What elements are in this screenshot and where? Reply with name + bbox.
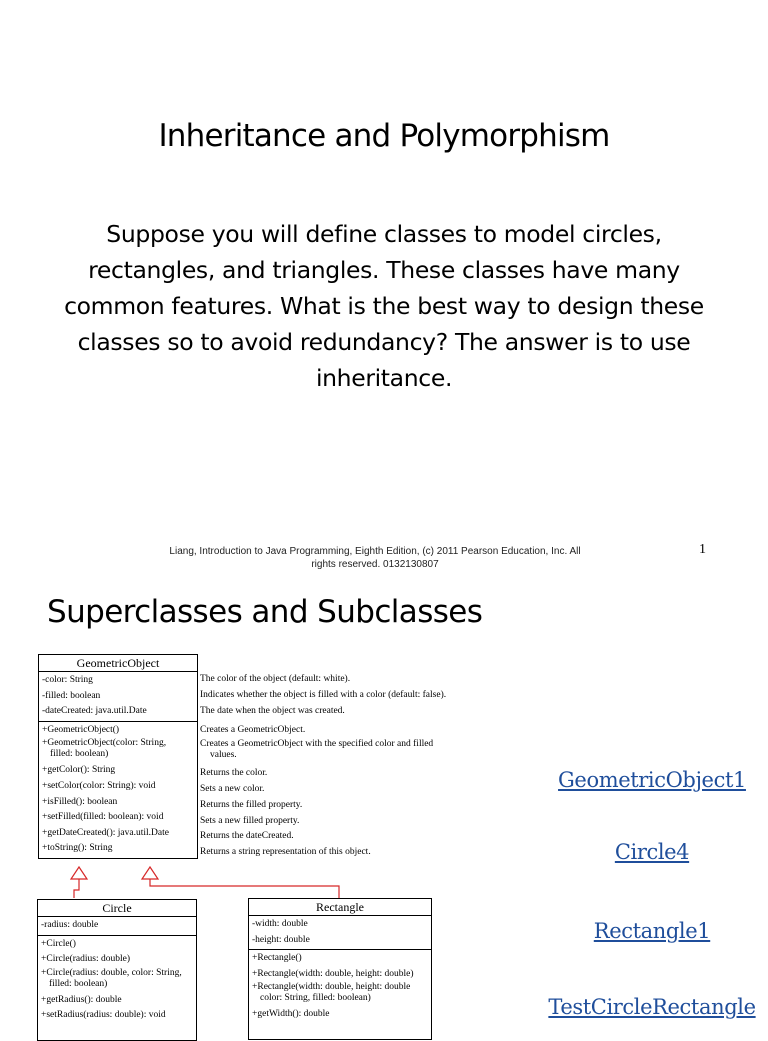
fields-section xyxy=(39,672,197,722)
class-name: Rectangle xyxy=(249,899,431,916)
method xyxy=(252,982,428,1007)
method: +Rectangle() xyxy=(252,953,302,964)
method-line: color: String, filled: boolean) xyxy=(260,993,371,1004)
description: Sets a new color. xyxy=(200,784,265,794)
field: -width: double xyxy=(252,919,308,929)
field: -radius: double xyxy=(41,920,99,930)
description: Returns the dateCreated. xyxy=(200,831,294,841)
footer-line: rights reserved. 0132130807 xyxy=(311,559,439,570)
description: Creates a GeometricObject. xyxy=(200,725,306,735)
field: -color: String xyxy=(42,675,93,685)
geometric-object-class xyxy=(38,654,198,859)
page-number: 1 xyxy=(699,542,706,557)
method-line: +Circle(radius: double, color: String, xyxy=(41,967,182,978)
rectangle-inheritance-line xyxy=(150,879,339,898)
method: +getColor(): String xyxy=(42,765,116,776)
method-line: filled: boolean) xyxy=(49,978,108,989)
description xyxy=(200,739,433,761)
description: Returns the color. xyxy=(200,768,268,778)
class-name: Circle xyxy=(38,900,196,917)
link-circle4[interactable]: Circle4 xyxy=(614,840,690,864)
description-line: values. xyxy=(210,750,237,760)
method: +isFilled(): boolean xyxy=(42,796,118,807)
fields-section xyxy=(38,917,196,936)
circle-class xyxy=(37,899,197,1041)
fields-section xyxy=(249,916,431,950)
rectangle-class xyxy=(248,898,432,1040)
field: -dateCreated: java.util.Date xyxy=(42,706,147,717)
method: +toString(): String xyxy=(42,843,113,854)
description: Sets a new filled property. xyxy=(200,816,300,826)
method-line: +GeometricObject(color: String, xyxy=(42,738,167,749)
method: +Circle(radius: double) xyxy=(41,954,130,965)
description-line: Creates a GeometricObject with the specified color and filled xyxy=(200,739,434,749)
link-geometricobject1[interactable]: GeometricObject1 xyxy=(558,768,746,792)
method: +getWidth(): double xyxy=(252,1009,330,1020)
methods-section xyxy=(39,722,197,858)
methods-section xyxy=(38,936,196,1025)
body-line: common features. What is the best way to design these xyxy=(64,292,704,320)
body-line: classes so to avoid redundancy? The answer is to use xyxy=(77,328,691,356)
method xyxy=(42,738,194,763)
class-name: GeometricObject xyxy=(39,655,197,672)
body-line: rectangles, and triangles. These classes have many xyxy=(88,256,680,284)
body-line: Suppose you will define classes to model circles, xyxy=(106,220,662,248)
method: +Rectangle(width: double, height: double) xyxy=(252,968,414,979)
method: +setFilled(filled: boolean): void xyxy=(42,812,164,823)
method: +GeometricObject() xyxy=(42,724,120,735)
method xyxy=(41,968,193,993)
field: -height: double xyxy=(252,934,310,945)
description: Returns a string representation of this object. xyxy=(200,847,371,857)
copyright-footer xyxy=(150,545,600,571)
footer-line: Liang, Introduction to Java Programming, Eighth Edition, (c) 2011 Pearson Education, Inc. All xyxy=(169,546,581,557)
body-line: inheritance. xyxy=(315,364,453,392)
method-line: filled: boolean) xyxy=(50,749,109,760)
method: +Circle() xyxy=(41,938,76,949)
slide-2 xyxy=(0,584,768,1024)
slide-title: Superclasses and Subclasses xyxy=(47,594,483,630)
method: +getRadius(): double xyxy=(41,994,122,1005)
description: Returns the filled property. xyxy=(200,800,303,810)
method: +setRadius(radius: double): void xyxy=(41,1010,166,1021)
description: The date when the object was created. xyxy=(200,706,345,716)
slide-body-text xyxy=(34,216,734,396)
rectangle-inheritance-triangle xyxy=(142,867,158,879)
description: The color of the object (default: white). xyxy=(200,674,351,684)
methods-section xyxy=(249,950,431,1024)
field: -filled: boolean xyxy=(42,690,101,701)
method: +getDateCreated(): java.util.Date xyxy=(42,827,169,838)
description: Indicates whether the object is filled with a color (default: false). xyxy=(200,690,447,700)
circle-inheritance-triangle xyxy=(71,867,87,879)
method-line: +Rectangle(width: double, height: double xyxy=(252,982,411,993)
link-testcirclerectangle[interactable]: TestCircleRectangle xyxy=(548,995,756,1019)
link-rectangle1[interactable]: Rectangle1 xyxy=(593,919,711,943)
circle-inheritance-line xyxy=(74,879,79,898)
slide-title: Inheritance and Polymorphism xyxy=(158,118,610,154)
method: +setColor(color: String): void xyxy=(42,780,156,791)
